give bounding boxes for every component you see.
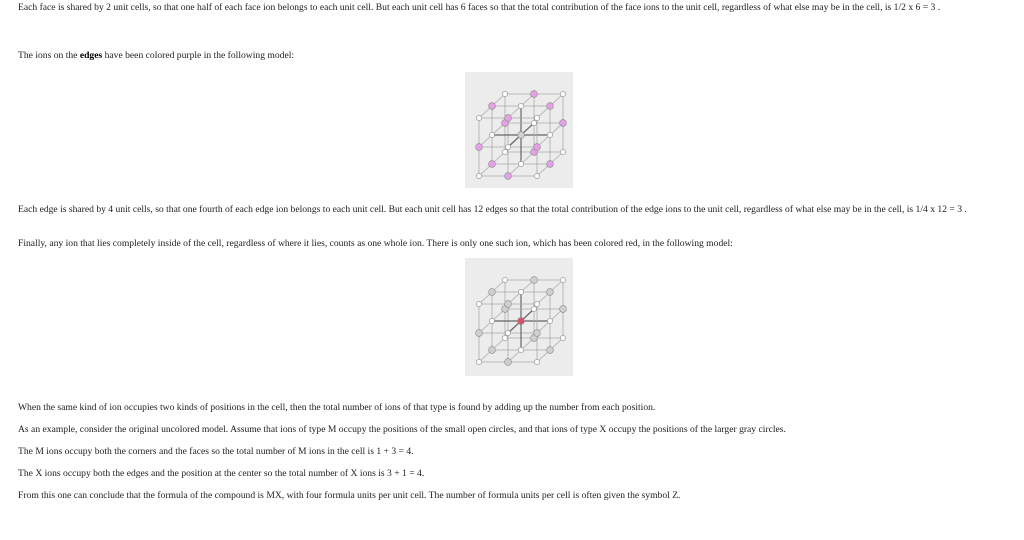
m-ion — [476, 173, 481, 178]
center-ion — [518, 318, 525, 325]
x-ion — [518, 132, 525, 139]
center-ion-model-diagram — [465, 258, 573, 376]
edge-ion — [505, 115, 512, 122]
paragraph-x-ions: The X ions occupy both the edges and the position at the center so the total number of X ions is 3 + 1 = 4. — [18, 468, 425, 479]
paragraph-two-positions: When the same kind of ion occupies two kinds of positions in the cell, then the total number of ions of that type is found by adding up the number from each position. — [18, 402, 656, 413]
paragraph-inside-ion: Finally, any ion that lies completely inside of the cell, regardless of where it lies, counts as one whole ion. There is only one such ion, which has been colored red, in the following model: — [18, 238, 733, 249]
edge-ion — [534, 144, 541, 151]
edge-ion — [547, 161, 554, 168]
x-ion — [476, 330, 483, 337]
x-ion — [505, 301, 512, 308]
paragraph-m-ions: The M ions occupy both the corners and the faces so the total number of M ions in the cell is 1 + 3 = 4. — [18, 446, 414, 457]
m-ion — [502, 335, 507, 340]
m-ion — [518, 103, 523, 108]
m-ion — [531, 306, 536, 311]
x-ion — [547, 347, 554, 354]
edge-ions-model-diagram — [465, 72, 573, 188]
edges-intro-after: have been colored purple in the following model: — [102, 50, 295, 61]
m-ion — [534, 359, 539, 364]
center-ion-model-figure — [465, 258, 573, 376]
x-ion — [534, 330, 541, 337]
x-ion — [489, 347, 496, 354]
x-ion — [531, 277, 538, 284]
paragraph-example: As an example, consider the original uncolored model. Assume that ions of type M occupy the positions of the small open circles, and that ions of type X occupy the positions of the larger gray circles. — [18, 424, 786, 435]
paragraph-edges-intro — [18, 50, 1016, 61]
edge-ion — [547, 103, 554, 110]
m-ion — [489, 132, 494, 137]
edge-ions-model-figure — [465, 72, 573, 188]
m-ion — [534, 115, 539, 120]
m-ion — [547, 318, 552, 323]
m-ion — [531, 120, 536, 125]
edge-ion — [489, 161, 496, 168]
paragraph-conclusion: From this one can conclude that the formula of the compound is MX, with four formula units per unit cell. The number of formula units per cell is often given the symbol Z. — [18, 490, 681, 501]
x-ion — [547, 289, 554, 296]
m-ion — [502, 149, 507, 154]
m-ion — [518, 347, 523, 352]
m-ion — [560, 277, 565, 282]
m-ion — [518, 289, 523, 294]
x-ion — [560, 306, 567, 313]
m-ion — [476, 115, 481, 120]
edge-ion — [531, 91, 538, 98]
m-ion — [489, 318, 494, 323]
edge-ion — [560, 120, 567, 127]
paragraph-edge-shared: Each edge is shared by 4 unit cells, so that one fourth of each edge ion belongs to each unit cell. But each unit cell has 12 edges so that the total contribution of the edge ions to the unit cell, regardless of what else may be in the cell, is 1/4 x 12 = 3 . — [18, 204, 967, 215]
paragraph-face-shared: Each face is shared by 2 unit cells, so that one half of each face ion belongs to each unit cell. But each unit cell has 6 faces so that the total contribution of the face ions to the unit cell, regardless of what else may be in the cell, is 1/2 x 6 = 3 . — [18, 2, 941, 13]
m-ion — [560, 335, 565, 340]
edge-ion — [476, 144, 483, 151]
m-ion — [560, 149, 565, 154]
edge-ion — [505, 173, 512, 180]
x-ion — [505, 359, 512, 366]
m-ion — [518, 161, 523, 166]
x-ion — [489, 289, 496, 296]
m-ion — [534, 173, 539, 178]
m-ion — [476, 359, 481, 364]
edge-ion — [489, 103, 496, 110]
m-ion — [476, 301, 481, 306]
edges-intro-before: The ions on the — [18, 50, 80, 61]
m-ion — [534, 301, 539, 306]
edges-intro-bold: edges — [79, 50, 103, 61]
m-ion — [560, 91, 565, 96]
m-ion — [502, 277, 507, 282]
m-ion — [505, 144, 510, 149]
m-ion — [547, 132, 552, 137]
m-ion — [502, 91, 507, 96]
m-ion — [505, 330, 510, 335]
